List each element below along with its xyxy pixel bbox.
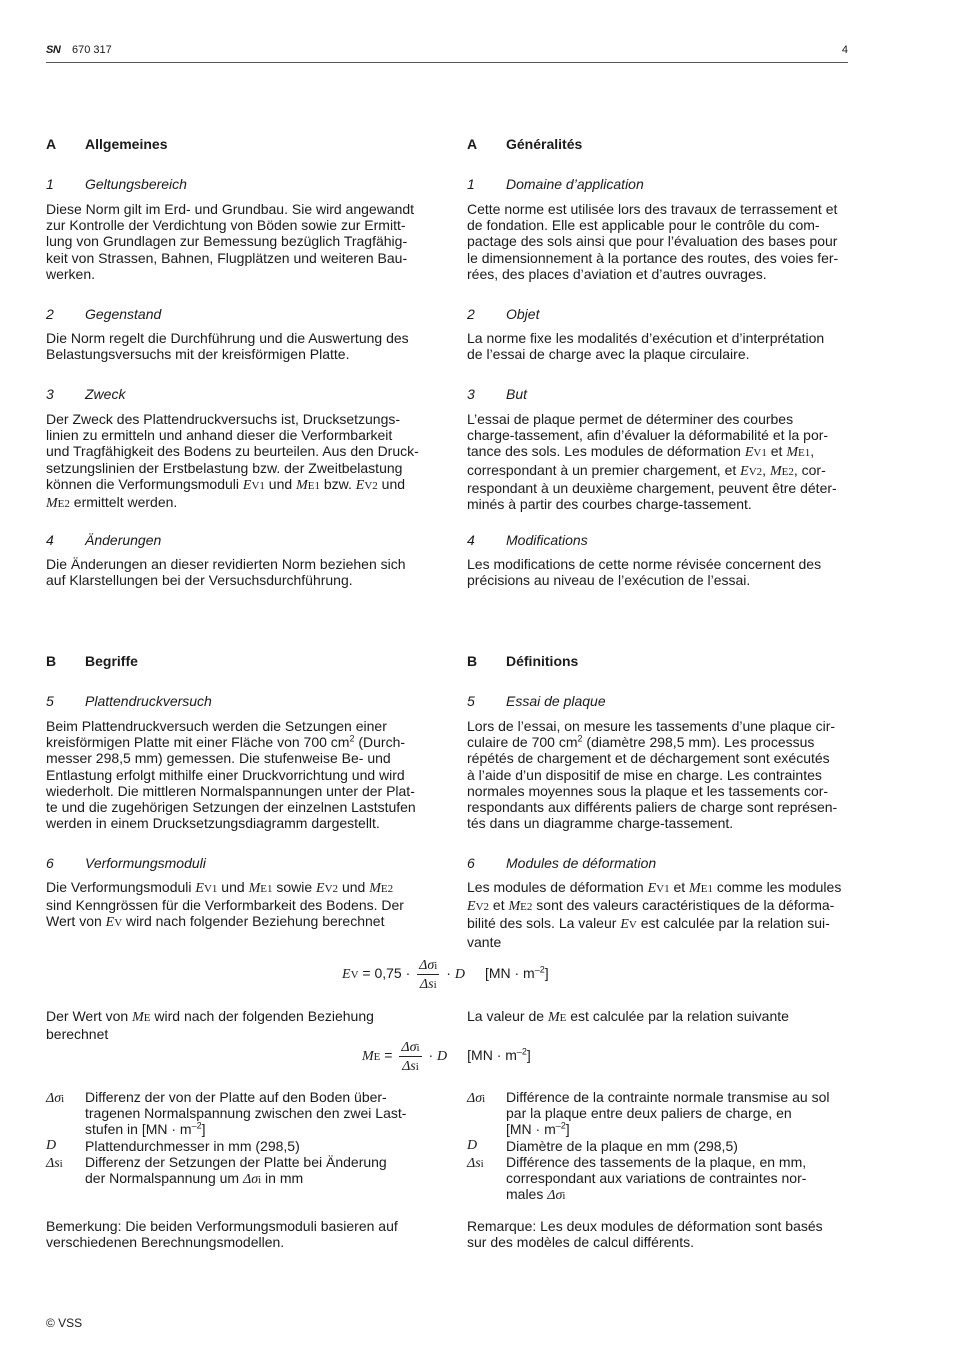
- page-number: 4: [841, 44, 848, 56]
- page-header: [46, 40, 848, 63]
- copyright-footer: © VSS: [46, 1316, 83, 1330]
- clause-5-text-fr: Lors de l’essai, on mesure les tassements d’une plaque cir- culaire de 700 $cm^2$ (diamètre 298,5 mm). Les processus répétés de chargement et de déchargement sont exécutés à l’aide d’un dispositif de mise en charge. Les contraintes normales moyennes sous la plaque et les tassements cor- respondants aux différents paliers de charge sont représen- tés dans un diagramme charge-tassement.: [467, 718, 838, 832]
- clause-1-text-de: Diese Norm gilt im Erd- und Grundbau. Sie wird angewandt zur Kontrolle der Verdichtung von Böden sowie zur Ermitt- lung von Grundlagen zur Bemessung bezüglich Tragfähig- keit von Strassen, Bahnen, Flugplätzen und weiteren Bau- werken.: [46, 201, 415, 282]
- clause-2-text-fr: La norme fixe les modalités d’exécution et d’interprétation de l’essai de charge avec la plaque circulaire.: [467, 330, 825, 363]
- me-text-de: Der Wert von ME wird nach der folgenden Beziehung berechnet: [46, 1008, 374, 1043]
- def-d-de: D Plattendurchmesser in mm (298,5): [46, 1138, 300, 1154]
- clause-5-text-de: Beim Plattendruckversuch werden die Setzungen einer kreisförmigen Platte mit einer Fläche von 700 $cm^2$ (Durch- messer 298,5 mm) gemessen. Die stufenweise Be- und Entlastung erfolgt mithilfe einer Druckvorrichtung und wird wiederholt. Die mittleren Normalspannungen unter der Plat- te und die zugehörigen Setzungen der einzelnen Laststufen werden in einem Drucksetzungsdiagramm dargestellt.: [46, 718, 416, 832]
- me-text-fr: La valeur de ME est calculée par la relation suivante: [467, 1008, 789, 1025]
- def-dsigma-de: Δσi Differenz der von der Platte auf den Boden über- tragenen Normalspannung zwischen den zwei Last- stufen in $[MN \cdot m^{-2}]$: [46, 1089, 407, 1138]
- def-d-fr: D Diamètre de la plaque en mm (298,5): [467, 1138, 738, 1154]
- remark-de: Bemerkung: Die beiden Verformungsmoduli basieren auf verschiedenen Berechnungsmodellen.: [46, 1218, 398, 1251]
- def-ds-fr: Δsi Différence des tassements de la plaque, en mm, correspondant aux variations de contraintes nor- males Δσi: [467, 1154, 807, 1204]
- sn-logo: SN: [46, 44, 61, 56]
- clause-1-text-fr: Cette norme est utilisée lors des travaux de terrassement et de fondation. Elle est applicable pour le contrôle du com- pactage des sols ainsi que pour l’évaluation des bases pour le dimensionnement à la portance des routes, des voies fer- rées, des places d’aviation et d’autres ouvrages.: [467, 201, 839, 282]
- formula-me: ME = $\frac{\text{Δσi}}{\text{Δsi}}$ · D $[MN \cdot m^{-2}]$: [362, 1040, 531, 1074]
- clause-6-text-de: Die Verformungsmoduli EV1 und ME1 sowie EV2 und ME2 sind Kenngrössen für die Verformbarkeit des Bodens. Der Wert von EV wird nach folgender Beziehung berechnet: [46, 879, 404, 931]
- remark-fr: Remarque: Les deux modules de déformation sont basés sur des modèles de calcul différents.: [467, 1218, 823, 1251]
- def-ds-de: Δsi Differenz der Setzungen der Platte bei Änderung der Normalspannung um Δσi in mm: [46, 1154, 387, 1188]
- clause-3-text-fr: L’essai de plaque permet de déterminer des courbes charge-tassement, afin d’évaluer la déformabilité et la por- tance des sols. Les modules de déformation EV1 et ME1, correspondant à un premier chargement, et EV2, ME2, cor- respondant à un deuxième chargement, peuvent être déter- minés à partir des courbes charge-tassement.: [467, 411, 837, 513]
- clause-2-text-de: Die Norm regelt die Durchführung und die Auswertung des Belastungsversuchs mit der kreisförmigen Platte.: [46, 330, 409, 363]
- clause-4-text-fr: Les modifications de cette norme révisée concernent des précisions au niveau de l’exécution de l’essai.: [467, 556, 822, 589]
- clause-6-text-fr: Les modules de déformation EV1 et ME1 comme les modules EV2 et ME2 sont des valeurs caractéristiques de la déforma- bilité des sols. La valeur EV est calculée par la relation sui- vante: [467, 879, 842, 950]
- document-number: 670 317: [72, 44, 112, 56]
- clause-4-text-de: Die Änderungen an dieser revidierten Norm beziehen sich auf Klarstellungen bei der Versuchsdurchführung.: [46, 556, 406, 589]
- formula-ev: EV = 0,75 · $\frac{\text{Δσi}}{\text{Δsi}}$ · D $[MN \cdot m^{-2}]$: [342, 958, 549, 992]
- def-dsigma-fr: Δσi Différence de la contrainte normale transmise au sol par la plaque entre deux paliers de charge, en $[MN \cdot m^{-2}]$: [467, 1089, 830, 1138]
- clause-3-text-de: Der Zweck des Plattendruckversuchs ist, Drucksetzungs- linien zu ermitteln und anhand dieser die Verformbarkeit und Tragfähigkeit des Bodens zu beurteilen. Aus den Druck- setzungslinien der Erstbelastung bzw. der Zweitbelastung können die Verformungsmoduli EV1 und ME1 bzw. EV2 und ME2 ermittelt werden.: [46, 411, 419, 512]
